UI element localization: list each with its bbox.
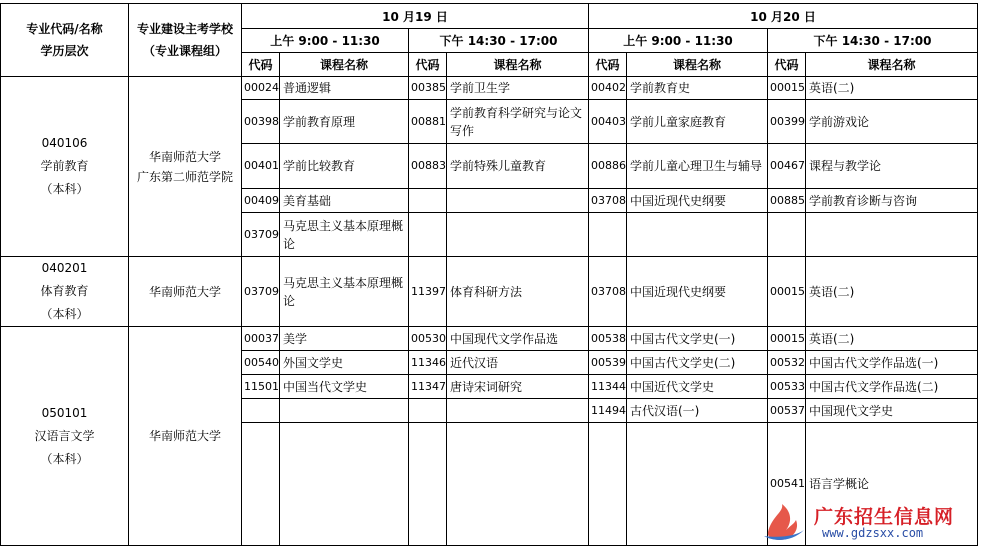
course-code-cell: 00398 [242,100,280,144]
course-name-cell: 学前游戏论 [806,100,978,144]
school-cell [129,327,242,546]
session-header-1: 上午 9:00 - 11:30 [242,29,409,53]
code-column-header: 代码 [409,53,447,77]
course-code-cell [589,213,627,257]
course-name-cell: 学前卫生学 [447,77,589,100]
school-name: 广东第二师范学院 [136,169,233,184]
course-code-cell [409,423,447,546]
exam-schedule-table [0,3,978,546]
major-major-code: 050101 [41,405,88,420]
course-code-cell: 00537 [768,399,806,423]
course-code-cell [242,423,280,546]
major-major-name: 汉语言文学 [34,428,95,443]
course-column-header: 课程名称 [280,53,409,77]
course-code-cell [409,213,447,257]
course-column-header: 课程名称 [806,53,978,77]
session-header-3: 上午 9:00 - 11:30 [589,29,768,53]
major-major-name: 学前教育 [40,159,89,173]
session-header-2: 下午 14:30 - 17:00 [409,29,589,53]
course-name-cell: 学前儿童心理卫生与辅导 [627,144,768,189]
course-code-cell: 00530 [409,327,447,351]
course-code-cell [768,213,806,257]
course-code-cell: 11346 [409,351,447,375]
course-code-cell: 11494 [589,399,627,423]
course-name-cell: 古代汉语(一) [627,399,768,423]
major-cell [1,77,129,257]
flame-logo-icon [762,502,806,542]
course-name-cell: 中国古代文学作品选(二) [806,375,978,399]
course-code-cell [242,399,280,423]
course-code-cell: 11397 [409,257,447,327]
day-header-1: 10 月19 日 [242,4,589,29]
course-code-cell: 00540 [242,351,280,375]
school-name: 华南师范大学 [148,149,221,164]
course-code-cell: 03708 [589,257,627,327]
course-name-cell [447,399,589,423]
course-name-cell: 英语(二) [806,257,978,327]
course-name-cell: 中国现代文学作品选 [447,327,589,351]
session-header-4: 下午 14:30 - 17:00 [768,29,978,53]
course-name-cell [280,423,409,546]
course-code-cell: 00541 [768,423,806,546]
course-code-cell [409,189,447,213]
school-name: 华南师范大学 [148,284,221,299]
course-code-cell: 03708 [589,189,627,213]
course-code-cell: 03709 [242,257,280,327]
major-level: （本科） [40,307,89,321]
course-name-cell: 近代汉语 [447,351,589,375]
table-row [1,77,978,100]
table-row [1,257,978,327]
course-name-cell: 外国文学史 [280,351,409,375]
course-name-cell: 课程与教学论 [806,144,978,189]
course-code-cell: 00024 [242,77,280,100]
major-column-header: 专业代码/名称学历层次 [1,4,129,77]
course-code-cell: 00881 [409,100,447,144]
course-name-cell: 马克思主义基本原理概论 [280,257,409,327]
course-code-cell: 00399 [768,100,806,144]
course-column-header: 课程名称 [627,53,768,77]
major-level: （本科） [40,451,89,466]
course-code-cell: 00886 [589,144,627,189]
course-code-cell: 00401 [242,144,280,189]
course-code-cell: 00015 [768,327,806,351]
major-major-code: 040106 [41,136,88,150]
course-code-cell [589,423,627,546]
table-row [1,327,978,351]
course-code-cell: 11344 [589,375,627,399]
course-name-cell: 中国古代文学史(二) [627,351,768,375]
course-name-cell [447,423,589,546]
watermark-title: 广东招生信息网 [814,506,955,528]
course-code-cell: 00037 [242,327,280,351]
school-column-header: 专业建设主考学校（专业课程组） [129,4,242,77]
course-code-cell: 00467 [768,144,806,189]
course-name-cell [447,189,589,213]
code-column-header: 代码 [589,53,627,77]
course-name-cell: 中国古代文学史(一) [627,327,768,351]
course-code-cell: 00539 [589,351,627,375]
course-code-cell: 00015 [768,77,806,100]
course-code-cell: 00533 [768,375,806,399]
course-code-cell [409,399,447,423]
course-name-cell: 中国近代文学史 [627,375,768,399]
course-code-cell: 00402 [589,77,627,100]
site-watermark [762,500,962,546]
course-code-cell: 00885 [768,189,806,213]
code-column-header: 代码 [768,53,806,77]
course-name-cell: 体育科研方法 [447,257,589,327]
course-code-cell: 00409 [242,189,280,213]
course-name-cell: 马克思主义基本原理概论 [280,213,409,257]
course-code-cell: 00403 [589,100,627,144]
school-name: 华南师范大学 [148,429,221,443]
course-name-cell [806,213,978,257]
major-major-code: 040201 [41,261,88,275]
watermark-url: www.gdzsxx.com [822,526,924,540]
course-name-cell: 学前教育诊断与咨询 [806,189,978,213]
course-name-cell: 普通逻辑 [280,77,409,100]
course-code-cell: 11501 [242,375,280,399]
course-column-header: 课程名称 [447,53,589,77]
course-name-cell: 学前教育科学研究与论文写作 [447,100,589,144]
course-name-cell: 中国古代文学作品选(一) [806,351,978,375]
course-code-cell: 00532 [768,351,806,375]
course-name-cell: 中国当代文学史 [280,375,409,399]
course-name-cell: 学前教育原理 [280,100,409,144]
major-cell [1,327,129,546]
course-name-cell: 英语(二) [806,77,978,100]
course-code-cell: 00385 [409,77,447,100]
school-cell [129,77,242,257]
course-name-cell: 美学 [280,327,409,351]
major-major-name: 体育教育 [40,284,89,298]
course-name-cell: 唐诗宋词研究 [447,375,589,399]
course-code-cell: 03709 [242,213,280,257]
course-name-cell: 语言学概论 [806,423,978,546]
course-name-cell [627,423,768,546]
course-name-cell: 美育基础 [280,189,409,213]
code-column-header: 代码 [242,53,280,77]
course-name-cell: 中国现代文学史 [806,399,978,423]
major-cell [1,257,129,327]
course-name-cell: 中国近现代史纲要 [627,257,768,327]
course-code-cell: 00883 [409,144,447,189]
course-name-cell [447,213,589,257]
course-name-cell: 学前比较教育 [280,144,409,189]
course-name-cell [280,399,409,423]
course-name-cell: 学前儿童家庭教育 [627,100,768,144]
course-name-cell: 英语(二) [806,327,978,351]
day-header-2: 10 月20 日 [589,4,978,29]
course-code-cell: 11347 [409,375,447,399]
course-name-cell: 学前教育史 [627,77,768,100]
course-code-cell: 00015 [768,257,806,327]
major-level: （本科） [40,182,89,196]
school-cell [129,257,242,327]
course-name-cell: 中国近现代史纲要 [627,189,768,213]
course-name-cell: 学前特殊儿童教育 [447,144,589,189]
course-code-cell: 00538 [589,327,627,351]
course-name-cell [627,213,768,257]
